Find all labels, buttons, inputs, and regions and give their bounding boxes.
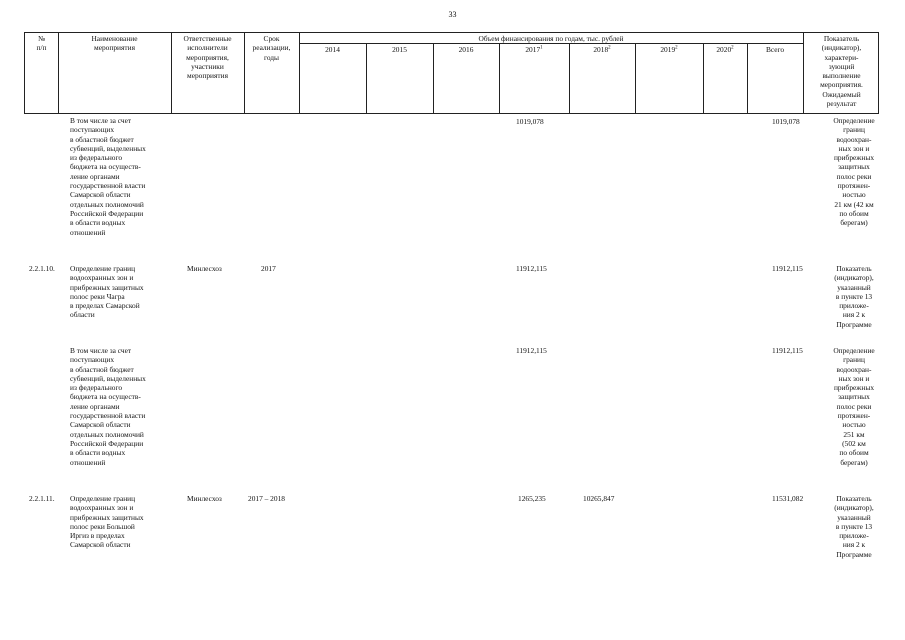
header-term: Срок реализации, годы xyxy=(252,34,291,62)
row-2018-value: 10265,847 xyxy=(583,494,615,503)
row-name: В том числе за счет поступающих в областной бюджет субвенций, выделенных из федерального бюджета на осуществ- ление органами государственной власти Самарской области отдельных полномочий Российской Федерации в области водных отношений xyxy=(70,346,146,467)
row-2017-value: 1019,078 xyxy=(516,117,544,126)
row-indicator: Определение границ водоохран- ных зон и прибрежных защитных полос реки протяжен- ностью 251 км (502 км по обоим берегам) xyxy=(833,346,875,467)
row-total-value: 11912,115 xyxy=(772,264,803,273)
row-name: Определение границ водоохранных зон и прибрежных защитных полос реки Большой Иргиз в пределах Самарской области xyxy=(70,494,144,550)
header-year: 2020$^2$ xyxy=(716,45,734,54)
header-financing: Объем финансирования по годам, тыс. рублей xyxy=(478,34,624,43)
column-divider xyxy=(433,44,434,113)
row-2017-value: 11912,115 xyxy=(516,264,547,273)
header-year: 2016 xyxy=(458,45,474,54)
header-year: 2014 xyxy=(325,45,340,54)
row-2017-value: 1265,235 xyxy=(518,494,546,503)
header-num: № п/п xyxy=(36,34,47,53)
column-divider xyxy=(635,44,636,113)
row-number: 2.2.1.10. xyxy=(29,264,55,273)
header-year: 2015 xyxy=(392,45,407,54)
row-executor: Минлесхоз xyxy=(187,494,222,503)
column-divider xyxy=(499,44,500,113)
row-number: 2.2.1.11. xyxy=(29,494,55,503)
row-2017-value: 11912,115 xyxy=(516,346,547,355)
header-total: Всего xyxy=(765,45,785,54)
page-number: 33 xyxy=(448,10,457,19)
column-divider xyxy=(569,44,570,113)
column-divider xyxy=(747,44,748,113)
row-name: В том числе за счет поступающих в областной бюджет субвенций, выделенных из федерального бюджета на осуществ- ление органами государственной власти Самарской области отдельных полномочий Российской Федерации в области водных отношений xyxy=(70,116,146,237)
row-total-value: 11531,082 xyxy=(772,494,804,503)
header-year: 2019$^2$ xyxy=(660,45,678,54)
column-divider xyxy=(366,44,367,113)
header-name: Наименование мероприятия xyxy=(91,34,138,53)
row-indicator: Определение границ водоохран- ных зон и прибрежных защитных полос реки протяжен- ностью 21 км (42 км по обоим берегам) xyxy=(833,116,875,228)
header-indicator: Показатель (индикатор), характери- зующий выполнение мероприятия. Ожидаемый результат xyxy=(820,34,863,109)
row-total-value: 1019,078 xyxy=(772,117,800,126)
row-name: Определение границ водоохранных зон и прибрежных защитных полос реки Чагра в пределах Самарской области xyxy=(70,264,144,320)
column-divider xyxy=(703,44,704,113)
table-header xyxy=(24,32,879,114)
header-executors: Ответственные исполнители мероприятия, участники мероприятия xyxy=(183,34,232,81)
row-term: 2017 xyxy=(261,264,276,273)
row-indicator: Показатель (индикатор), указанный в пункте 13 приложе- ния 2 к Программе xyxy=(834,494,874,559)
row-total-value: 11912,115 xyxy=(772,346,803,355)
header-year: 2017$^1$ xyxy=(525,45,543,54)
row-term: 2017 – 2018 xyxy=(248,494,285,503)
row-indicator: Показатель (индикатор), указанный в пункте 13 приложе- ния 2 к Программе xyxy=(834,264,874,329)
row-executor: Минлесхоз xyxy=(187,264,222,273)
header-year: 2018$^2$ xyxy=(593,45,611,54)
